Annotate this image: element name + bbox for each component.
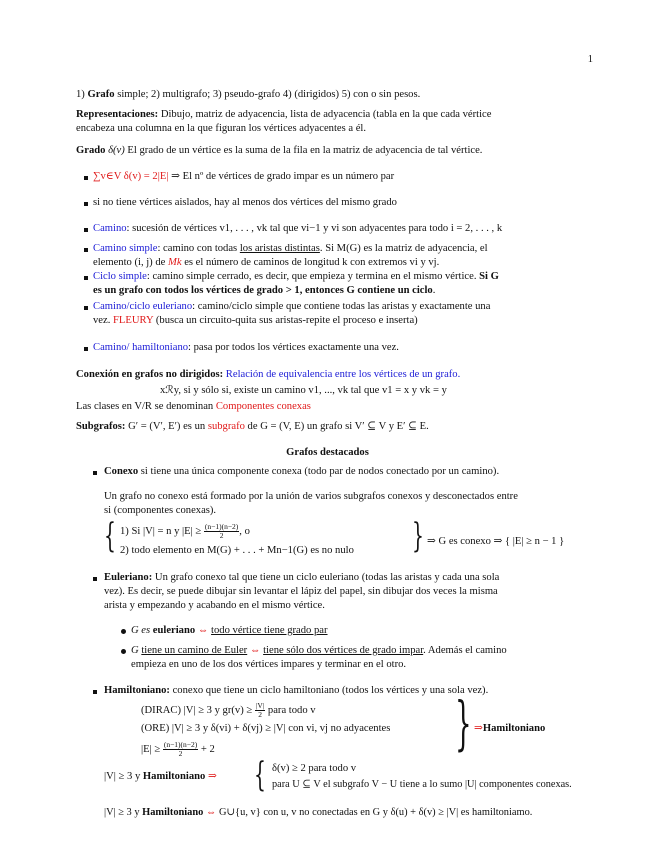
cond1-num: (n−1)(n−2) xyxy=(204,522,239,531)
e2-a: G xyxy=(131,645,142,656)
hamil-term: Camino/ hamiltoniano xyxy=(93,342,189,353)
nec-a: |V| ≥ 3 y xyxy=(104,771,143,782)
ciclo-end: . xyxy=(432,285,436,296)
bullet-marker xyxy=(93,690,97,694)
last-a: |V| ≥ 3 y xyxy=(104,807,143,818)
euler-fleury: FLEURY xyxy=(113,315,154,326)
nec-bold: Hamiltoniano xyxy=(142,771,206,782)
cond1-den: 2 xyxy=(219,531,224,540)
bullet-marker xyxy=(93,577,97,581)
conexo-item xyxy=(104,465,599,479)
noconexo-line1: Un grafo no conexo está formado por la unión de varios subgrafos conexos y desconectados entre xyxy=(104,491,518,502)
clases-red: Componentes conexas xyxy=(215,401,311,412)
noconexo-paragraph xyxy=(104,490,599,518)
intro-line xyxy=(76,88,591,102)
edges-num: (n−1)(n−2) xyxy=(163,740,198,749)
euler-theorem-1 xyxy=(131,624,591,638)
bullet-ciclo-simple xyxy=(93,270,593,298)
subgrafos-paragraph xyxy=(76,420,591,434)
conexion-relation: xℛy, si y sólo si, existe un camino v1, ..., vk tal que v1 = x y vk = y xyxy=(160,385,447,396)
sub-bullet-dot xyxy=(121,649,126,654)
simple-term: Camino simple xyxy=(93,243,158,254)
bullet-euleriano xyxy=(93,300,593,328)
e2-e: . Además el camino xyxy=(423,645,507,656)
hamil-implication xyxy=(474,722,594,736)
destacados-title: Grafos destacados xyxy=(286,447,369,458)
hamil-impl-word: Hamiltoniano xyxy=(482,723,546,734)
cond1-fraction xyxy=(204,523,239,540)
simple-rest1a: : camino con todas xyxy=(157,243,240,254)
bullet-marker xyxy=(84,202,88,206)
ciclo-rest1: : camino simple cerrado, es decir, que empieza y termina en el mismo vértice. xyxy=(146,271,480,282)
bullet-marker xyxy=(84,248,88,252)
bullet-camino xyxy=(93,222,593,236)
necesaria-lhs xyxy=(104,770,264,784)
clases-text: Las clases en V/R se denominan xyxy=(76,401,216,412)
ciclo-bold2: es un grafo con todos los vértices de grado > 1, entonces G contiene un ciclo xyxy=(93,285,433,296)
hamil-rest: : pasa por todos los vértices exactamente una vez. xyxy=(188,342,399,353)
last-rest: G∪{u, v} con u, v no conectadas en G y δ(u) + δ(v) ≥ |V| es hamiltoniamo. xyxy=(218,807,533,818)
dirac-den: 2 xyxy=(258,710,262,719)
e2-b: tiene un camino de Euler xyxy=(141,645,248,656)
grado-rest: El grado de un vértice es la suma de la fila en la matriz de adyacencia de tal vértice. xyxy=(124,145,483,156)
conexo-rest: si tiene una única componente conexa (todo par de nodos conectado por un camino). xyxy=(138,466,500,477)
conexion-label: Conexión en grafos no dirigidos: xyxy=(76,369,224,380)
conexo-implication: ⇒ G es conexo ⇒ { |E| ≥ n − 1 } xyxy=(427,536,565,547)
euler-theorem-2 xyxy=(131,644,601,672)
grado-label: Grado xyxy=(76,145,106,156)
simple-mk: Mk xyxy=(168,257,182,268)
e1-b: euleriano xyxy=(152,625,196,636)
representaciones-line1: Dibujo, matriz de adyacencia, lista de adyacencia (tabla en la que cada vértice xyxy=(158,109,492,120)
bullet-hamiltoniano xyxy=(93,341,593,355)
camino-term: Camino xyxy=(93,223,127,234)
last-arrow: ⇔ xyxy=(203,807,219,818)
nec-arrow: ⇒ xyxy=(205,771,217,782)
representaciones-label: Representaciones: xyxy=(76,109,159,120)
bullet-sum xyxy=(93,170,593,184)
euleriano-line2: vez). Es decir, se puede dibujar sin levantar el lápiz del papel, sin dibujar dos veces la misma xyxy=(104,586,498,597)
simple-rest2b: es el número de caminos de longitud k con extremos vi y vj. xyxy=(181,257,440,268)
simple-under: los aristas distintas xyxy=(239,243,320,254)
euler-rest2b: (busca un circuito-quita sus aristas-repite el proceso e inserta) xyxy=(153,315,418,326)
subgrafos-red: subgrafo xyxy=(207,421,245,432)
euler-rest1: : camino/ciclo simple que contiene todas las aristas y exactamente una xyxy=(192,301,491,312)
ciclo-bold1: Si G xyxy=(479,271,499,282)
nec-cond-2: para U ⊆ V el subgrafo V − U tiene a lo sumo |U| componentes conexas. xyxy=(272,779,572,790)
intro-prefix: 1) xyxy=(76,89,88,100)
camino-rest: : sucesión de vértices v1, . . . , vk tal que vi−1 y vi son adyacentes para todo i = 2, . . . , k xyxy=(126,223,503,234)
euleriano-label: Euleriano: xyxy=(104,572,153,583)
hamiltoniano-item xyxy=(104,684,599,698)
nec-cond-1: δ(v) ≥ 2 para todo v xyxy=(272,763,357,774)
cond1-a: 1) Si |V| = n y |E| ≥ xyxy=(120,525,204,537)
suficiente-line xyxy=(104,806,604,820)
dirac-condition xyxy=(141,702,461,719)
edges-condition xyxy=(141,741,461,758)
dirac-num: |V| xyxy=(255,701,265,710)
ciclo-term: Ciclo simple xyxy=(93,271,147,282)
hamil-desc: conexo que tiene un ciclo hamiltoniano (todos los vértices y una sola vez). xyxy=(169,685,489,696)
e2-c: ⇔ xyxy=(247,645,264,656)
representaciones-paragraph xyxy=(76,108,591,136)
noconexo-line2: si (componentes conexas). xyxy=(104,505,217,516)
bullet-marker xyxy=(84,347,88,351)
bullet-marker xyxy=(84,306,88,310)
right-brace: } xyxy=(412,516,424,556)
edges-den: 2 xyxy=(178,749,183,758)
edges-end: + 2 xyxy=(198,743,215,755)
bullet-marker xyxy=(84,276,88,280)
hamil-right-brace: } xyxy=(455,689,472,757)
bullet-camino-simple xyxy=(93,242,593,270)
cond1-b: , o xyxy=(239,525,250,537)
hamil-label: Hamiltoniano: xyxy=(104,685,170,696)
bullet-marker xyxy=(84,228,88,232)
sum-formula: ∑v∈V δ(v) = 2|E| xyxy=(93,171,169,182)
ore-condition: (ORE) |V| ≥ 3 y δ(vi) + δ(vj) ≥ |V| con vi, vj no adyacentes xyxy=(141,723,391,734)
bullet-marker xyxy=(93,471,97,475)
bullet-no-aislados: si no tiene vértices aislados, hay al menos dos vértices del mismo grado xyxy=(93,197,397,208)
nec-left-brace: { xyxy=(254,755,266,795)
edges-text: |E| ≥ xyxy=(141,743,163,755)
simple-rest1b: . Si M(G) es la matriz de adyacencia, el xyxy=(319,243,488,254)
page-number: 1 xyxy=(587,54,593,65)
intro-grafo: Grafo xyxy=(87,89,115,100)
sub-bullet-dot xyxy=(121,629,126,634)
hamil-impl-arrow: ⇒ xyxy=(474,723,483,734)
e2-f: empieza en uno de los dos vértices impares y terminar en el otro. xyxy=(131,659,407,670)
representaciones-line2: encabeza una columna en la que figuran los vértices adyacentes a él. xyxy=(76,123,367,134)
dirac-end: para todo v xyxy=(265,704,316,716)
euleriano-line3: arista y empezando y acabando en el mismo vértice. xyxy=(104,600,325,611)
euleriano-line1: Un grafo conexo tal que tiene un ciclo euleriano (todas las aristas y cada una sola xyxy=(152,572,500,583)
euler-rest2a: vez. xyxy=(93,315,113,326)
e1-c: ⇔ xyxy=(195,625,212,636)
conexion-classes xyxy=(76,400,591,414)
intro-rest: simple; 2) multigrafo; 3) pseudo-grafo 4) (dirigidos) 5) con o sin pesos. xyxy=(114,89,421,100)
subgrafos-a: G′ = (V′, E′) es un xyxy=(125,421,208,432)
simple-rest2a: elemento (i, j) de xyxy=(93,257,169,268)
euleriano-item xyxy=(104,571,599,613)
conexo-label: Conexo xyxy=(104,466,139,477)
euler-term: Camino/ciclo euleriano xyxy=(93,301,193,312)
last-bold: Hamiltoniano xyxy=(142,807,204,818)
grado-symbol: δ(v) xyxy=(105,145,125,156)
subgrafos-b: de G = (V, E) un grafo si V′ ⊆ V y E′ ⊆ E. xyxy=(244,421,429,432)
conexion-heading xyxy=(76,368,591,382)
left-brace: { xyxy=(104,516,116,556)
edges-fraction xyxy=(163,741,198,758)
dirac-fraction xyxy=(255,702,265,719)
e1-a: G es xyxy=(131,625,153,636)
bullet-marker xyxy=(84,176,88,180)
e1-d: todo vértice tiene grado par xyxy=(211,625,328,636)
conexion-blue: Relación de equivalencia entre los vértices de un grafo. xyxy=(223,369,461,380)
subgrafos-label: Subgrafos: xyxy=(76,421,126,432)
e2-d: tiene sólo dos vértices de grado impar xyxy=(263,645,424,656)
grado-paragraph xyxy=(76,144,591,158)
condition-2: 2) todo elemento en M(G) + . . . + Mn−1(G) es no nulo xyxy=(120,545,354,556)
condition-1 xyxy=(120,523,420,540)
dirac-text: (DIRAC) |V| ≥ 3 y gr(v) ≥ xyxy=(141,704,255,716)
sum-rest: ⇒ El nº de vértices de grado impar es un número par xyxy=(168,171,395,182)
